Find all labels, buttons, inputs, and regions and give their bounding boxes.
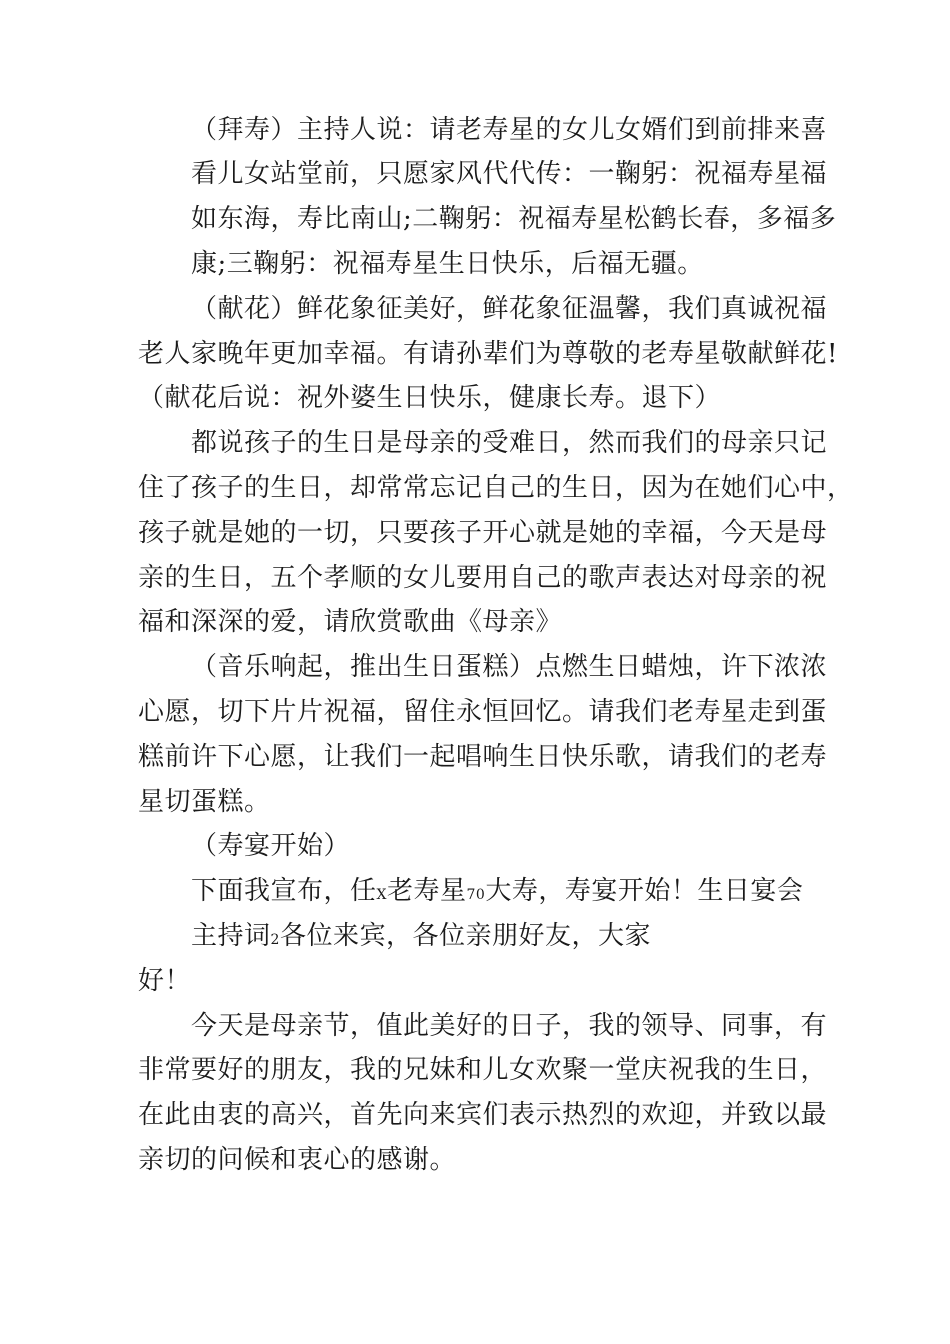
text-line-19-part2: 各位来宾，各位亲朋好友，大家 — [279, 921, 651, 951]
text-line-1: （拜寿）主持人说：请老寿星的女儿女婿们到前排来喜 — [191, 115, 828, 145]
text-line-18-part3: 大寿，寿宴开始！生日宴会 — [485, 876, 804, 906]
text-line-14: 心愿，切下片片祝福，留住永恒回忆。请我们老寿星走到蛋 — [138, 697, 828, 727]
text-line-11: 亲的生日，五个孝顺的女儿要用自己的歌声表达对母亲的祝 — [138, 563, 828, 593]
text-line-17: （寿宴开始） — [191, 831, 351, 861]
text-line-19 — [191, 921, 651, 955]
text-line-18-small1: X — [376, 887, 387, 903]
text-line-15: 糕前许下心愿，让我们一起唱响生日快乐歌，请我们的老寿 — [138, 742, 828, 772]
text-line-18-part1: 下面我宣布，任 — [191, 876, 377, 906]
text-line-19-small1: 2 — [270, 932, 280, 948]
text-line-20: 好！ — [138, 966, 192, 996]
text-line-4: 康;三鞠躬：祝福寿星生日快乐，后福无疆。 — [191, 249, 704, 279]
text-line-5: （献花）鲜花象征美好，鲜花象征温馨，我们真诚祝福 — [191, 294, 828, 324]
text-line-12: 福和深深的爱，请欣赏歌曲《母亲》 — [138, 607, 563, 637]
text-line-7: （献花后说：祝外婆生日快乐，健康长寿。退下） — [138, 383, 722, 413]
text-line-19-part1: 主持词 — [191, 921, 271, 951]
text-line-9: 住了孩子的生日，却常常忘记自己的生日，因为在她们心中， — [138, 473, 854, 503]
text-line-22: 非常要好的朋友，我的兄妹和儿女欢聚一堂庆祝我的生日， — [138, 1055, 828, 1085]
text-line-18-small2: 70 — [466, 887, 486, 903]
text-line-23: 在此由衷的高兴，首先向来宾们表示热烈的欢迎，并致以最 — [138, 1100, 828, 1130]
text-line-18-part2: 老寿星 — [386, 876, 467, 906]
text-line-18 — [191, 876, 803, 910]
text-line-24: 亲切的问候和衷心的感谢。 — [138, 1145, 457, 1175]
text-line-2: 看儿女站堂前，只愿家风代代传：一鞠躬：祝福寿星福 — [191, 159, 828, 189]
text-line-16: 星切蛋糕。 — [138, 787, 271, 817]
text-line-8: 都说孩子的生日是母亲的受难日，然而我们的母亲只记 — [191, 428, 828, 458]
text-line-6: 老人家晚年更加幸福。有请孙辈们为尊敬的老寿星敬献鲜花! — [138, 339, 838, 369]
text-line-21: 今天是母亲节，值此美好的日子，我的领导、同事，有 — [191, 1011, 828, 1041]
text-line-3: 如东海，寿比南山;二鞠躬：祝福寿星松鹤长春，多福多 — [191, 204, 837, 234]
text-line-10: 孩子就是她的一切，只要孩子开心就是她的幸福，今天是母 — [138, 518, 828, 548]
text-line-13: （音乐响起，推出生日蛋糕）点燃生日蜡烛，许下浓浓 — [191, 652, 828, 682]
